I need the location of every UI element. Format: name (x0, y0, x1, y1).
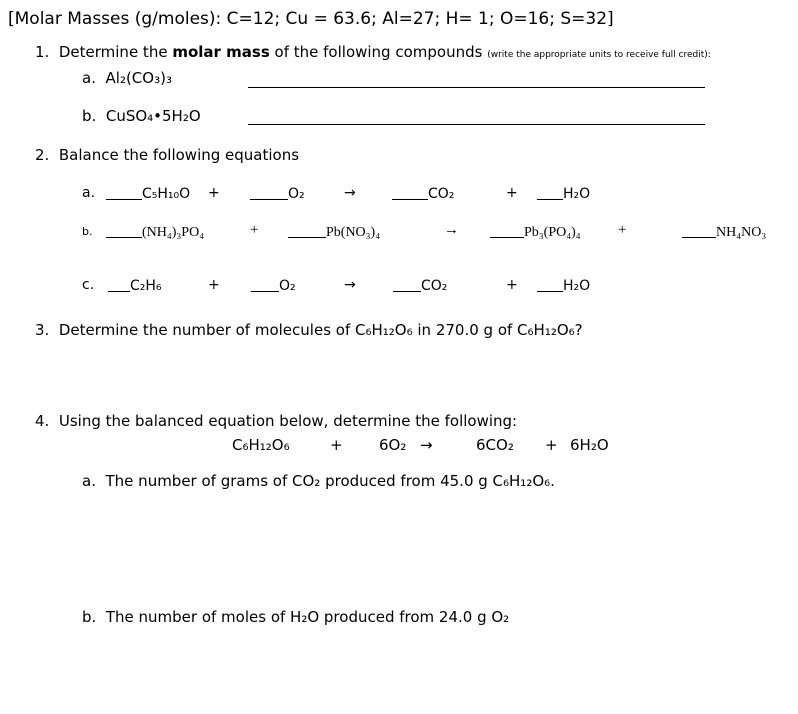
equation-4-plus-2: + (545, 436, 558, 454)
question-1-text-a: Determine the (58, 43, 173, 61)
equation-c-reactant-2: O₂ (251, 277, 296, 294)
coefficient-blank[interactable] (108, 277, 130, 292)
equation-b-reactant-2: Pb(NO₃)₄ (288, 223, 380, 241)
equation-a-product-1: CO₂ (392, 185, 454, 202)
equation-b-plus-2: + (618, 222, 627, 238)
question-4-text: Using the balanced equation below, determine the following: (58, 412, 518, 430)
equation-a-plus-2: + (506, 185, 518, 201)
question-4a (82, 473, 555, 490)
coefficient-blank[interactable] (682, 223, 716, 238)
question-4a-text: The number of grams of CO₂ produced from 45.0 g C₆H₁₂O₆. (105, 472, 555, 490)
equation-4-reactant-1: C₆H₁₂O₆ (232, 436, 290, 454)
equation-b-plus-1: + (250, 222, 259, 238)
question-2-text: Balance the following equations (58, 146, 300, 164)
equation-a-product-2: H₂O (537, 185, 590, 202)
equation-b-product-2: NH₄NO₃ (682, 223, 766, 241)
question-1-bold: molar mass (172, 43, 270, 61)
question-1 (35, 44, 711, 61)
equation-c-arrow: → (344, 277, 356, 293)
question-2 (35, 147, 299, 164)
answer-line-1b[interactable] (248, 124, 705, 125)
question-1-note: (write the appropriate units to receive full credit): (487, 50, 711, 60)
coefficient-blank[interactable] (251, 277, 279, 292)
equation-4-arrow: → (420, 436, 433, 454)
question-1b-formula: CuSO₄•5H₂O (105, 107, 201, 125)
question-3-number: 3. (35, 321, 50, 339)
coefficient-blank[interactable] (537, 277, 563, 292)
equation-4-product-2: 6H₂O (570, 436, 609, 454)
question-4a-label: a. (82, 472, 96, 490)
coefficient-blank[interactable] (106, 185, 142, 200)
question-3-text: Determine the number of molecules of C₆H₁₂O₆ in 270.0 g of C₆H₁₂O₆? (58, 321, 583, 339)
question-4-number: 4. (35, 412, 50, 430)
equation-c-reactant-1: C₂H₆ (108, 277, 162, 294)
question-1a (82, 70, 172, 87)
coefficient-blank[interactable] (393, 277, 421, 292)
question-3 (35, 322, 583, 339)
question-1b (82, 108, 201, 125)
coefficient-blank[interactable] (392, 185, 428, 200)
equation-b-label: b. (82, 225, 93, 238)
equation-b-arrow: → (444, 222, 459, 238)
question-1-text-b: of the following compounds (269, 43, 483, 61)
equation-a-label: a. (82, 185, 96, 201)
molar-masses-header: [Molar Masses (g/moles): C=12; Cu = 63.6; Al=27; H= 1; O=16; S=32] (8, 9, 614, 29)
coefficient-blank[interactable] (250, 185, 288, 200)
equation-4-reactant-2: 6O₂ (379, 436, 407, 454)
coefficient-blank[interactable] (288, 223, 326, 238)
question-1-number: 1. (35, 43, 50, 61)
coefficient-blank[interactable] (106, 223, 142, 238)
answer-line-1a[interactable] (248, 87, 705, 88)
equation-a-arrow: → (344, 185, 356, 201)
question-4b (82, 609, 509, 626)
equation-c-label: c. (82, 277, 95, 293)
question-1b-label: b. (82, 107, 97, 125)
equation-a-reactant-1: C₅H₁₀O (106, 185, 190, 202)
equation-a-reactant-2: O₂ (250, 185, 305, 202)
equation-4-plus-1: + (330, 436, 343, 454)
question-1a-label: a. (82, 69, 96, 87)
question-4b-text: The number of moles of H₂O produced from 24.0 g O₂ (105, 608, 510, 626)
equation-b-reactant-1: (NH₄)₃PO₄ (106, 223, 204, 241)
equation-c-product-2: H₂O (537, 277, 590, 294)
question-4 (35, 413, 517, 430)
equation-c-plus-2: + (506, 277, 518, 293)
equation-c-product-1: CO₂ (393, 277, 447, 294)
coefficient-blank[interactable] (537, 185, 563, 200)
coefficient-blank[interactable] (490, 223, 524, 238)
question-4b-label: b. (82, 608, 97, 626)
equation-4-product-1: 6CO₂ (476, 436, 514, 454)
question-1a-formula: Al₂(CO₃)₃ (105, 69, 172, 87)
question-2-number: 2. (35, 146, 50, 164)
equation-c-plus-1: + (208, 277, 220, 293)
equation-b-product-1: Pb₃(PO₄)₄ (490, 223, 581, 241)
equation-a-plus-1: + (208, 185, 220, 201)
